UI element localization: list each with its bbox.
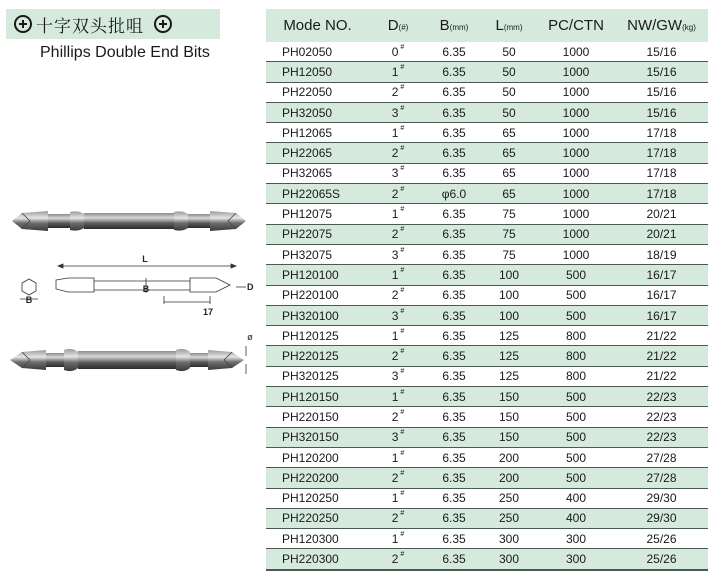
pc-ctn-cell: 500 — [537, 427, 615, 447]
weight-cell: 16/17 — [615, 285, 708, 305]
weight-cell: 15/16 — [615, 102, 708, 122]
model-cell: PH02050 — [266, 42, 369, 62]
d-size-cell: 3 # — [369, 366, 427, 386]
weight-cell: 22/23 — [615, 387, 708, 407]
weight-cell: 27/28 — [615, 468, 708, 488]
model-cell: PH120300 — [266, 529, 369, 549]
pc-ctn-cell: 300 — [537, 529, 615, 549]
b-size-cell: 6.35 — [427, 447, 481, 467]
table-row — [266, 346, 708, 366]
section-title-zh: 十字双头批咀 — [36, 16, 144, 37]
length-cell: 50 — [481, 62, 537, 82]
d-size-cell: 3 # — [369, 163, 427, 183]
length-cell: 125 — [481, 366, 537, 386]
b-size-cell: 6.35 — [427, 42, 481, 62]
col-header-b: B(mm) — [427, 9, 481, 42]
weight-cell: 15/16 — [615, 62, 708, 82]
table-row — [266, 184, 708, 204]
table-row — [266, 407, 708, 427]
length-cell: 125 — [481, 346, 537, 366]
d-size-cell: 1 # — [369, 387, 427, 407]
table-row — [266, 62, 708, 82]
table-row — [266, 265, 708, 285]
weight-cell: 18/19 — [615, 244, 708, 264]
length-cell: 65 — [481, 143, 537, 163]
weight-cell: 17/18 — [615, 184, 708, 204]
pc-ctn-cell: 1000 — [537, 244, 615, 264]
length-cell: 150 — [481, 427, 537, 447]
d-size-cell: 1 # — [369, 204, 427, 224]
length-cell: 75 — [481, 224, 537, 244]
model-cell: PH120250 — [266, 488, 369, 508]
b-size-cell: 6.35 — [427, 123, 481, 143]
weight-cell: 22/23 — [615, 427, 708, 447]
length-cell: 100 — [481, 305, 537, 325]
weight-cell: 21/22 — [615, 366, 708, 386]
weight-cell: 22/23 — [615, 407, 708, 427]
weight-cell: 20/21 — [615, 204, 708, 224]
length-cell: 150 — [481, 407, 537, 427]
table-row — [266, 508, 708, 528]
bit-illustrations — [0, 0, 262, 576]
b-size-cell: 6.35 — [427, 102, 481, 122]
model-cell: PH12050 — [266, 62, 369, 82]
d-size-cell: 2 # — [369, 508, 427, 528]
b-size-cell: 6.35 — [427, 285, 481, 305]
d-size-cell: 1 # — [369, 265, 427, 285]
length-cell: 250 — [481, 508, 537, 528]
d-size-cell: 3 # — [369, 102, 427, 122]
model-cell: PH12065 — [266, 123, 369, 143]
weight-cell: 27/28 — [615, 447, 708, 467]
length-17-label: 17 — [202, 307, 214, 317]
d-size-cell: 2 # — [369, 407, 427, 427]
pc-ctn-cell: 500 — [537, 447, 615, 467]
b-size-cell: 6.35 — [427, 346, 481, 366]
b-size-cell: 6.35 — [427, 549, 481, 570]
length-label: L — [142, 254, 148, 264]
model-cell: PH32050 — [266, 102, 369, 122]
table-row — [266, 549, 708, 570]
pc-ctn-cell: 800 — [537, 366, 615, 386]
weight-cell: 17/18 — [615, 163, 708, 183]
d-size-cell: 2 # — [369, 224, 427, 244]
model-cell: PH220300 — [266, 549, 369, 570]
b-size-cell: 6.35 — [427, 224, 481, 244]
model-cell: PH220125 — [266, 346, 369, 366]
table-row — [266, 529, 708, 549]
pc-ctn-cell: 1000 — [537, 143, 615, 163]
length-cell: 125 — [481, 326, 537, 346]
d-size-cell: 3 # — [369, 305, 427, 325]
hex-size-label: B — [25, 295, 33, 305]
weight-cell: 15/16 — [615, 82, 708, 102]
b-size-cell: 6.35 — [427, 244, 481, 264]
model-cell: PH220200 — [266, 468, 369, 488]
b-size-cell: 6.35 — [427, 265, 481, 285]
pc-ctn-cell: 1000 — [537, 204, 615, 224]
pc-ctn-cell: 1000 — [537, 184, 615, 204]
model-cell: PH32075 — [266, 244, 369, 264]
d-size-cell: 2 # — [369, 549, 427, 570]
pc-ctn-cell: 400 — [537, 508, 615, 528]
b-size-cell: 6.35 — [427, 407, 481, 427]
model-cell: PH220250 — [266, 508, 369, 528]
weight-cell: 16/17 — [615, 265, 708, 285]
table-row — [266, 447, 708, 467]
pc-ctn-cell: 1000 — [537, 123, 615, 143]
length-cell: 75 — [481, 204, 537, 224]
length-cell: 300 — [481, 529, 537, 549]
d-size-cell: 2 # — [369, 184, 427, 204]
length-cell: 250 — [481, 488, 537, 508]
model-cell: PH22065 — [266, 143, 369, 163]
pc-ctn-cell: 500 — [537, 265, 615, 285]
model-cell: PH32065 — [266, 163, 369, 183]
weight-cell: 29/30 — [615, 488, 708, 508]
b-size-cell: 6.35 — [427, 204, 481, 224]
length-cell: 65 — [481, 123, 537, 143]
col-header-d: D(#) — [369, 9, 427, 42]
weight-cell: 21/22 — [615, 326, 708, 346]
b-size-cell: 6.35 — [427, 468, 481, 488]
b-size-cell: 6.35 — [427, 488, 481, 508]
pc-ctn-cell: 400 — [537, 488, 615, 508]
table-row — [266, 427, 708, 447]
pc-ctn-cell: 500 — [537, 468, 615, 488]
b-size-cell: 6.35 — [427, 508, 481, 528]
pc-ctn-cell: 1000 — [537, 82, 615, 102]
b-size-cell: φ6.0 — [427, 184, 481, 204]
col-header-model: Mode NO. — [266, 9, 369, 42]
table-header-row — [266, 9, 708, 42]
pc-ctn-cell: 1000 — [537, 163, 615, 183]
d-size-cell: 2 # — [369, 285, 427, 305]
d-size-cell: 1 # — [369, 123, 427, 143]
weight-cell: 25/26 — [615, 529, 708, 549]
d-size-cell: 1 # — [369, 529, 427, 549]
pc-ctn-cell: 1000 — [537, 102, 615, 122]
model-cell: PH22050 — [266, 82, 369, 102]
b-size-cell: 6.35 — [427, 427, 481, 447]
pc-ctn-cell: 800 — [537, 326, 615, 346]
b-size-cell: 6.35 — [427, 305, 481, 325]
weight-cell: 17/18 — [615, 123, 708, 143]
length-cell: 200 — [481, 447, 537, 467]
model-cell: PH220150 — [266, 407, 369, 427]
col-header-pc-ctn: PC/CTN — [537, 9, 615, 42]
b-size-cell: 6.35 — [427, 326, 481, 346]
table-row — [266, 123, 708, 143]
table-row — [266, 224, 708, 244]
b-size-cell: 6.35 — [427, 163, 481, 183]
weight-cell: 20/21 — [615, 224, 708, 244]
weight-cell: 16/17 — [615, 305, 708, 325]
weight-cell: 17/18 — [615, 143, 708, 163]
model-cell: PH22065S — [266, 184, 369, 204]
d-size-cell: 3 # — [369, 244, 427, 264]
b-size-cell: 6.35 — [427, 387, 481, 407]
model-cell: PH320150 — [266, 427, 369, 447]
d-size-cell: 1 # — [369, 447, 427, 467]
model-cell: PH320100 — [266, 305, 369, 325]
b-size-cell: 6.35 — [427, 529, 481, 549]
b-size-cell: 6.35 — [427, 62, 481, 82]
length-cell: 50 — [481, 82, 537, 102]
length-cell: 100 — [481, 285, 537, 305]
length-cell: 300 — [481, 549, 537, 570]
table-row — [266, 285, 708, 305]
col-header-l: L(mm) — [481, 9, 537, 42]
model-cell: PH120125 — [266, 326, 369, 346]
bit-dimension-diagram — [20, 264, 246, 304]
d-size-cell: 1 # — [369, 62, 427, 82]
pc-ctn-cell: 1000 — [537, 224, 615, 244]
model-cell: PH120100 — [266, 265, 369, 285]
b-size-cell: 6.35 — [427, 366, 481, 386]
b-size-cell: 6.35 — [427, 82, 481, 102]
table-row — [266, 102, 708, 122]
table-row — [266, 82, 708, 102]
bit-photo-short — [12, 211, 246, 231]
pc-ctn-cell: 1000 — [537, 62, 615, 82]
col-header-nw-gw: NW/GW(kg) — [615, 9, 708, 42]
length-cell: 65 — [481, 184, 537, 204]
table-row — [266, 42, 708, 62]
model-cell: PH12075 — [266, 204, 369, 224]
table-row — [266, 488, 708, 508]
length-cell: 65 — [481, 163, 537, 183]
table-row — [266, 244, 708, 264]
tip-size-label: D — [247, 282, 254, 292]
model-cell: PH120150 — [266, 387, 369, 407]
length-cell: 50 — [481, 42, 537, 62]
d-size-cell: 2 # — [369, 82, 427, 102]
table-row — [266, 366, 708, 386]
pc-ctn-cell: 1000 — [537, 42, 615, 62]
b-size-cell: 6.35 — [427, 143, 481, 163]
weight-cell: 29/30 — [615, 508, 708, 528]
weight-cell: 15/16 — [615, 42, 708, 62]
weight-cell: 21/22 — [615, 346, 708, 366]
pc-ctn-cell: 500 — [537, 407, 615, 427]
diameter-label: ø — [247, 333, 253, 343]
table-row — [266, 326, 708, 346]
pc-ctn-cell: 800 — [537, 346, 615, 366]
pc-ctn-cell: 300 — [537, 549, 615, 570]
length-cell: 50 — [481, 102, 537, 122]
spec-table — [266, 9, 708, 571]
d-size-cell: 3 # — [369, 427, 427, 447]
table-row — [266, 305, 708, 325]
model-cell: PH120200 — [266, 447, 369, 467]
d-size-cell: 2 # — [369, 143, 427, 163]
length-cell: 100 — [481, 265, 537, 285]
length-cell: 200 — [481, 468, 537, 488]
table-row — [266, 468, 708, 488]
model-cell: PH220100 — [266, 285, 369, 305]
section-subtitle: Phillips Double End Bits — [40, 44, 210, 61]
d-size-cell: 2 # — [369, 468, 427, 488]
model-cell: PH22075 — [266, 224, 369, 244]
table-row — [266, 204, 708, 224]
length-cell: 75 — [481, 244, 537, 264]
d-size-cell: 0 # — [369, 42, 427, 62]
pc-ctn-cell: 500 — [537, 387, 615, 407]
d-size-cell: 1 # — [369, 326, 427, 346]
table-row — [266, 387, 708, 407]
model-cell: PH320125 — [266, 366, 369, 386]
pc-ctn-cell: 500 — [537, 305, 615, 325]
pc-ctn-cell: 500 — [537, 285, 615, 305]
length-cell: 150 — [481, 387, 537, 407]
bit-photo-round-shank — [10, 349, 244, 371]
bit-size-label: B — [142, 284, 150, 294]
d-size-cell: 1 # — [369, 488, 427, 508]
weight-cell: 25/26 — [615, 549, 708, 570]
table-row — [266, 143, 708, 163]
table-row — [266, 163, 708, 183]
d-size-cell: 2 # — [369, 346, 427, 366]
